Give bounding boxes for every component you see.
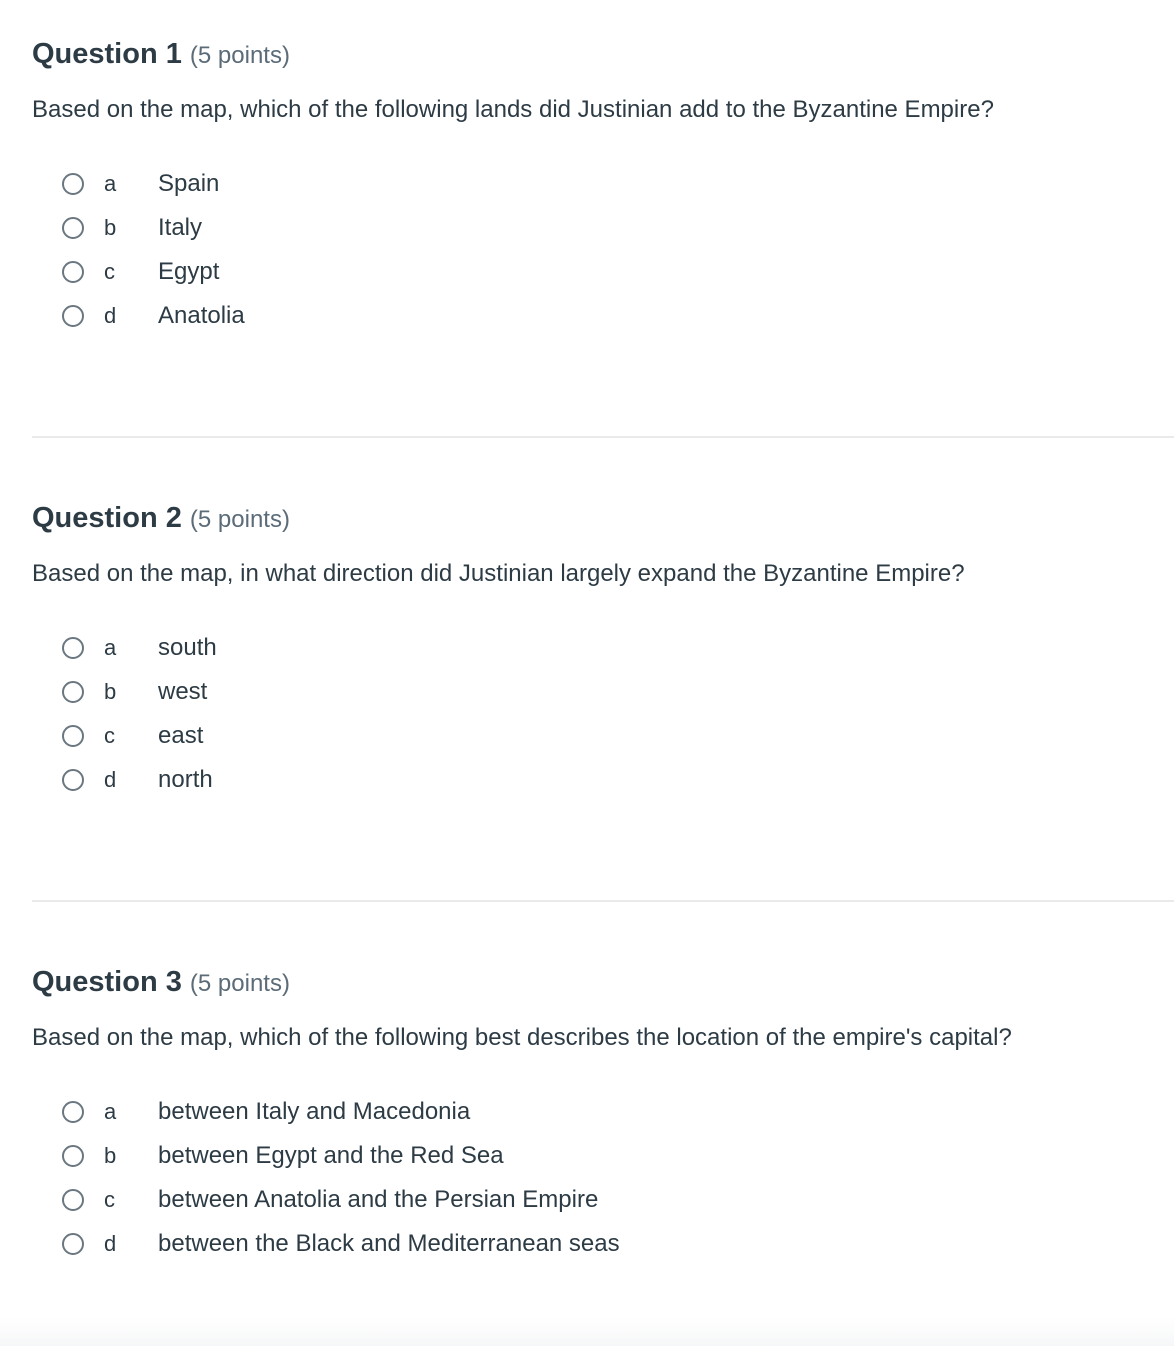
option-letter: a [104,635,117,660]
option-b[interactable] [62,206,1174,250]
option-letter: a [104,171,117,196]
option-label: Italy [158,214,203,241]
option-b[interactable] [62,1134,1174,1178]
radio-button[interactable] [62,305,84,327]
radio-button[interactable] [62,681,84,703]
question-1-text: Based on the map, which of the following lands did Justinian add to the Byzantine Empire? [32,96,994,123]
option-label: Anatolia [158,302,245,329]
option-c[interactable] [62,1178,1174,1222]
option-a[interactable] [62,1090,1174,1134]
radio-button[interactable] [62,1101,84,1123]
radio-button[interactable] [62,637,84,659]
option-d[interactable] [62,1222,1174,1266]
option-d[interactable] [62,758,1174,802]
question-3-options [62,1090,1174,1266]
radio-button[interactable] [62,1233,84,1255]
option-d[interactable] [62,294,1174,338]
question-divider [32,436,1174,438]
option-letter: b [104,215,117,240]
question-2-header [32,500,1174,538]
radio-button[interactable] [62,217,84,239]
option-label: between Anatolia and the Persian Empire [158,1186,599,1213]
question-points: (5 points) [189,42,290,69]
option-label: between the Black and Mediterranean seas [158,1230,620,1257]
option-letter: c [104,1187,115,1212]
option-letter: c [104,259,115,284]
option-label: south [158,634,217,661]
radio-button[interactable] [62,1189,84,1211]
question-3-header [32,964,1174,1002]
option-label: Egypt [158,258,220,285]
question-1 [32,36,1174,354]
option-label: between Egypt and the Red Sea [158,1142,504,1169]
question-title: Question 2 [32,502,182,534]
option-label: north [158,766,213,793]
radio-button[interactable] [62,261,84,283]
option-letter: b [104,1143,117,1168]
option-letter: b [104,679,117,704]
question-2-options [62,626,1174,802]
option-b[interactable] [62,670,1174,714]
question-3-text: Based on the map, which of the following best describes the location of the empire's capital? [32,1024,1012,1051]
question-2 [32,500,1174,818]
option-letter: d [104,303,117,328]
option-c[interactable] [62,250,1174,294]
option-label: Spain [158,170,220,197]
option-letter: c [104,723,115,748]
question-divider [32,900,1174,902]
radio-button[interactable] [62,173,84,195]
question-1-header [32,36,1174,74]
option-letter: a [104,1099,117,1124]
option-a[interactable] [62,626,1174,670]
radio-button[interactable] [62,769,84,791]
option-c[interactable] [62,714,1174,758]
question-points: (5 points) [189,506,290,533]
question-2-text: Based on the map, in what direction did Justinian largely expand the Byzantine Empire? [32,560,965,587]
question-title: Question 3 [32,966,182,998]
question-title: Question 1 [32,38,182,70]
option-label: between Italy and Macedonia [158,1098,471,1125]
radio-button[interactable] [62,725,84,747]
option-letter: d [104,767,117,792]
option-label: east [158,722,204,749]
option-label: west [158,678,208,705]
option-letter: d [104,1231,117,1256]
question-3 [32,964,1174,1282]
option-a[interactable] [62,162,1174,206]
radio-button[interactable] [62,1145,84,1167]
question-1-options [62,162,1174,338]
question-points: (5 points) [189,970,290,997]
